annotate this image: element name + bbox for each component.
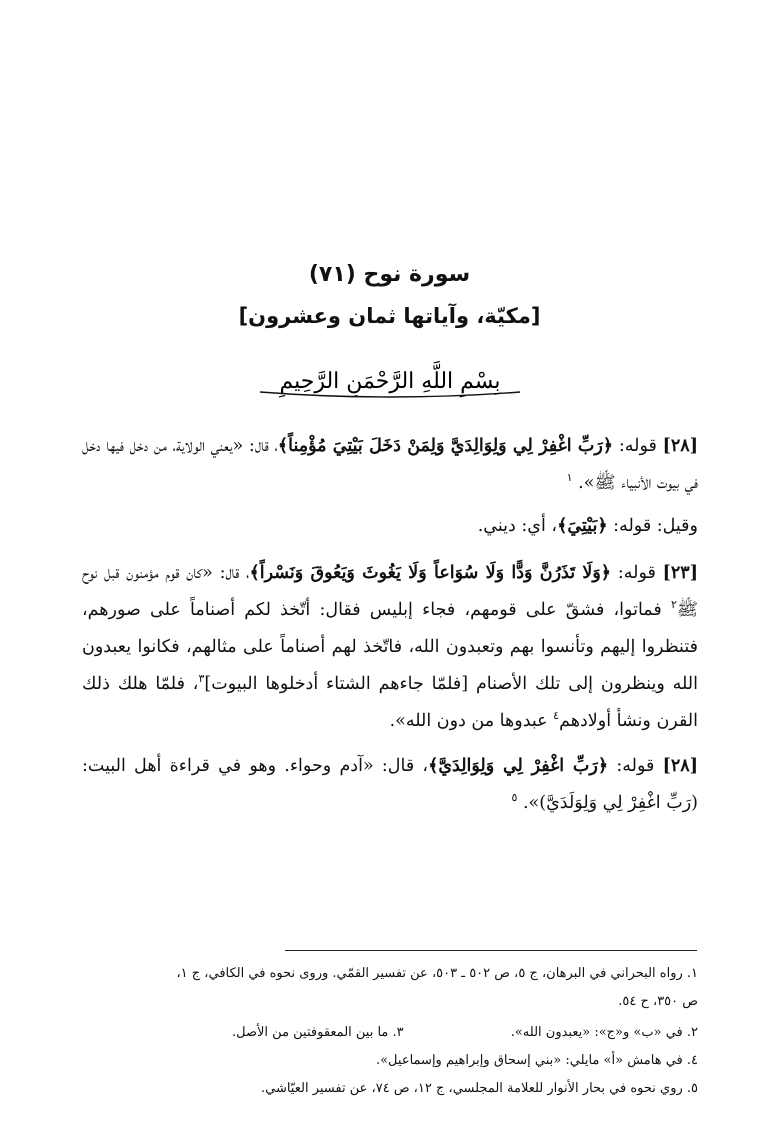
- lead-text: قوله:: [617, 563, 656, 583]
- commentary-text: ، أي: ديني.: [477, 516, 558, 536]
- footnote-ref: ١: [566, 471, 573, 485]
- footnote-3: ٣. ما بين المعقوفتين من الأصل.: [232, 1025, 404, 1040]
- surah-info: [مكيّة، وآياتها ثمان وعشرون]: [238, 304, 541, 328]
- commentary-text: ، قال: «آدم وحواء. وهو في قراءة أهل البيت: (رَبِّ اغْفِرْ لِي وَلِوَلَدَيَّ)».: [82, 756, 698, 813]
- footnote-ref: ٣: [198, 672, 205, 686]
- quran-quote: ﴿رَبِّ اغْفِرْ لِي وَلِوَالِدَيَّ وَلِمَنْ دَخَلَ بَيْتِيَ مُؤْمِناً﴾: [277, 436, 614, 456]
- commentary-text: عبدوها من دون الله».: [389, 711, 554, 731]
- commentary-text: ، قال: «كان قوم مؤمنون قبل نوح ﷺ: [82, 563, 698, 620]
- commentary-paragraph-4: [82, 748, 698, 822]
- surah-title: سورة نوح (٧١): [308, 262, 471, 287]
- basmala-calligraphy: [250, 358, 530, 406]
- footnote-1-continued: ص ٣٥٠، ح ٥٤.: [618, 994, 698, 1009]
- quran-quote: ﴿بَيْتِيَ﴾: [557, 516, 608, 536]
- verse-number: [٢٨]: [662, 756, 698, 776]
- commentary-text: فماتوا، فشقّ على قومهم، فجاء إبليس فقال: أتّخذ لكم أصناماً على صورهم، فتنظروا إليهم وتأنسوا بهم وتعبدون الله، فاتّخذ لهم أصناماً على مثالهم، فكانوا يعبدون الله وينظرون إلى تلك الأصنام [فلمّا جاءهم الشتاء أدخلوها البيوت]: [82, 600, 698, 694]
- footnote-2: ٢. في «ب» و«ج»: «يعبدون الله».: [510, 1025, 698, 1040]
- quran-quote: ﴿رَبِّ اغْفِرْ لِي وَلِوَالِدَيَّ﴾: [428, 756, 609, 776]
- footnote-divider: [285, 950, 697, 951]
- footnote-ref: ٢: [670, 598, 677, 612]
- footnote-ref: ٥: [511, 791, 518, 805]
- footnote-1: ١. رواه البحراني في البرهان، ج ٥، ص ٥٠٢ ـ ٥٠٣، عن تفسير القمّي. وروى نحوه في الكافي، ج ١،: [176, 966, 698, 981]
- footnote-5: ٥. روي نحوه في بحار الأنوار للعلامة المجلسي، ج ١٢، ص ٧٤، عن تفسير العيّاشي.: [260, 1081, 698, 1096]
- commentary-text: ، قال: «يعني الولاية، من دخل فيها دخل في بيوت الأنبياء ﷺ».: [82, 436, 698, 493]
- quran-quote: ﴿وَلَا تَذَرُنَّ وَدًّا وَلَا سُوَاعاً وَلَا يَغُوثَ وَيَعُوقَ وَنَسْراً﴾: [249, 563, 612, 583]
- commentary-paragraph-3: [82, 555, 698, 740]
- commentary-paragraph-2: [82, 508, 698, 545]
- commentary-paragraph-1: [82, 428, 698, 502]
- footnote-4: ٤. في هامش «أ» مايلي: «بني إسحاق وإبراهيم وإسماعيل».: [375, 1053, 698, 1068]
- footnote-ref: ٤: [553, 709, 560, 723]
- lead-text: قوله:: [616, 756, 655, 776]
- lead-text: قوله:: [618, 436, 657, 456]
- verse-number: [٢٣]: [662, 563, 698, 583]
- lead-text: وقيل: قوله:: [613, 516, 698, 536]
- commentary-text: ، فلمّا هلك ذلك القرن ونشأ أولادهم: [82, 674, 698, 731]
- verse-number: [٢٨]: [662, 436, 698, 456]
- basmala-glyph: [250, 358, 530, 406]
- basmala-text: بِسْمِ اللَّهِ الرَّحْمَنِ الرَّحِيمِ: [279, 369, 501, 394]
